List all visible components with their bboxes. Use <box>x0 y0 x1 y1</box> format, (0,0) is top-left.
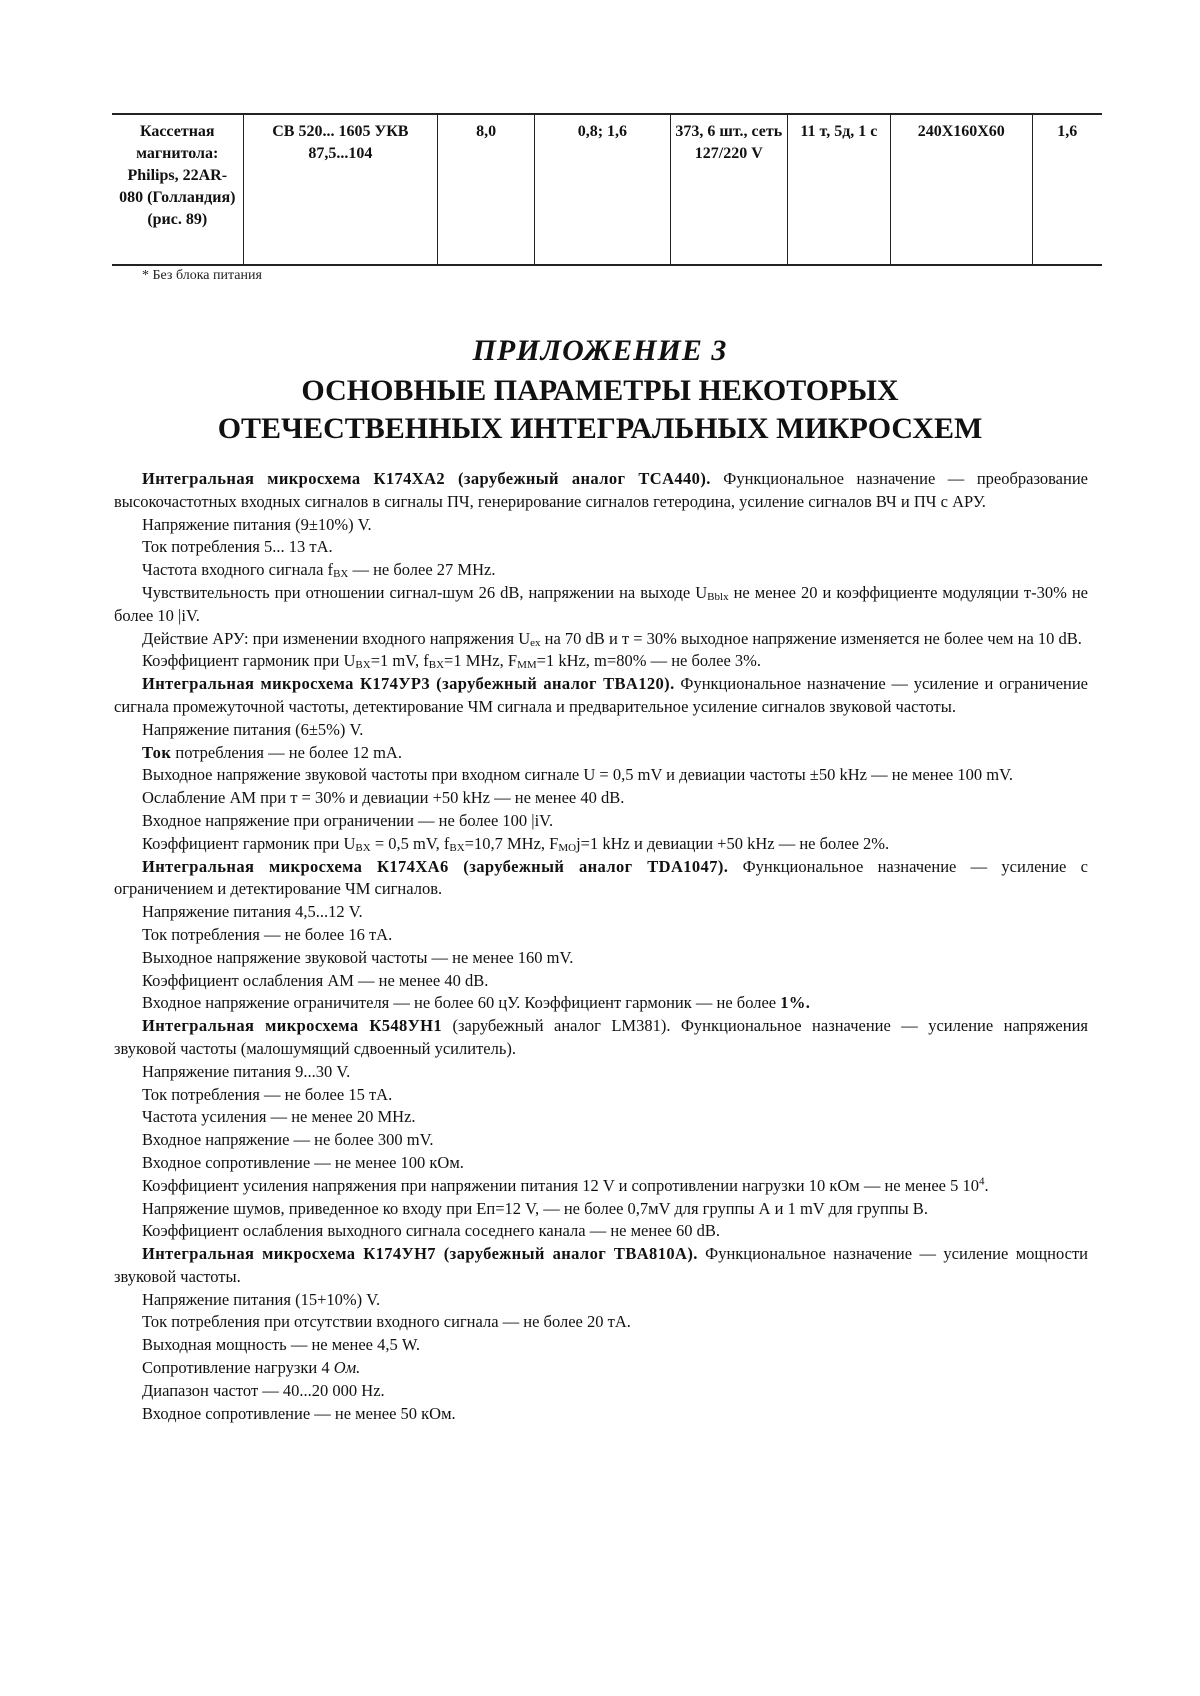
param-line: Входное напряжение при ограничении — не более 100 |iV. <box>142 810 554 830</box>
param-line: Ток потребления — не более 16 тА. <box>142 924 393 944</box>
param-line: Напряжение питания 4,5...12 V. <box>142 902 363 922</box>
param-line: Коэффициент усиления напряжения при напряжении питания 12 V и сопротивлении нагрузки 10 кОм — не менее 5 $10^4$. <box>142 1175 989 1195</box>
param-line: Ток потребления 5... 13 тА. <box>142 537 333 557</box>
section-intro: Интегральная микросхема К548УН1 (зарубежный аналог LM381). Функциональное назначение — усиление напряжения звуковой частоты (малошумящий сдвоенный усилитель). <box>114 1016 1088 1058</box>
section-heading: Интегральная микросхема К174УН7 (зарубежный аналог TBA810A). <box>142 1244 698 1264</box>
table-cell-bands: СВ 520... 1605 УКВ 87,5...104 <box>243 114 438 265</box>
param-line: Коэффициент ослабления выходного сигнала соседнего канала — не менее 60 dB. <box>142 1221 720 1241</box>
param-line: Выходное напряжение звуковой частоты — не менее 160 mV. <box>142 947 574 967</box>
param-line: Частота усиления — не менее 20 MHz. <box>142 1107 416 1127</box>
section-heading: Интегральная микросхема К174УР3 (зарубежный аналог TBA120). <box>142 674 675 694</box>
param-line: Сопротивление нагрузки 4 Ом. <box>142 1358 361 1378</box>
param-line: Напряжение питания 9...30 V. <box>142 1061 351 1081</box>
table-footnote: * Без блока питания <box>142 268 262 283</box>
param-line: Выходное напряжение звуковой частоты при входном сигнале U = 0,5 mV и девиации частоты ±50 kHz — не менее 100 mV. <box>142 765 1013 785</box>
param-line: Действие АРУ: при изменении входного напряжения $U_{ex}$ на 70 dB и т = 30% выходное напряжение изменяется не более чем на 10 dB. <box>142 628 1082 649</box>
table-cell-supply: 373, 6 шт., сеть 127/220 V <box>670 114 787 265</box>
param-line: Выходная мощность — не менее 4,5 W. <box>142 1335 421 1355</box>
param-line: Напряжение питания (6±5%) V. <box>142 719 364 739</box>
param-line: Входное напряжение ограничителя — не более 60 цУ. Коэффициент гармоник — не более 1%. <box>142 993 811 1013</box>
section-heading: Интегральная микросхема К548УН1 <box>142 1016 443 1036</box>
param-line: Коэффициент ослабления AM — не менее 40 dB. <box>142 970 489 990</box>
table-cell-components: 11 т, 5д, 1 с <box>787 114 890 265</box>
table-cell-mass: 1,6 <box>1032 114 1102 265</box>
section-intro: Интегральная микросхема К174ХА6 (зарубежный аналог TDA1047). Функциональное назначение — усиление с ограничением и детектирование ЧМ сигналов. <box>114 856 1088 899</box>
section-heading: Интегральная микросхема К174ХА2 (зарубежный аналог TCA440). <box>142 469 711 488</box>
param-line: Напряжение шумов, приведенное ко входу при Еп=12 V, — не более 0,7мV для группы А и 1 mV для группы В. <box>142 1198 928 1218</box>
param-line: Напряжение питания (15+10%) V. <box>142 1289 381 1309</box>
table-cell-power: 0,8; 1,6 <box>535 114 671 265</box>
table-row <box>112 114 1102 265</box>
body-text <box>114 468 1088 1425</box>
param-line: Ток потребления — не более 15 тА. <box>142 1084 393 1104</box>
param-line: Ток потребления — не более 12 mA. <box>142 742 402 762</box>
param-line: Коэффициент гармоник при $U_{BX} = 0,5$ mV, $f_{BX}=10,7$ MHz, $F_{MO}j=1$ kHz и девиации +50 kHz — не более 2%. <box>142 833 890 854</box>
section-intro: Интегральная микросхема К174ХА2 (зарубежный аналог TCA440). Функциональное назначение — преобразование высокочастотных входных сигналов в сигналы ПЧ, генерирование сигналов гетеродина, усиление сигналов ВЧ и ПЧ с АРУ. <box>114 469 1088 511</box>
table-cell-device: Кассетная магнитола: Philips, 22AR-080 (Голландия) (рис. 89) <box>112 114 243 265</box>
param-line: Ослабление AM при т = 30% и девиации +50 kHz — не менее 40 dB. <box>142 788 625 808</box>
param-line: Диапазон частот — 40...20 000 Hz. <box>142 1380 385 1400</box>
section-intro: Интегральная микросхема К174УН7 (зарубежный аналог TBA810A). Функциональное назначение — усиление мощности звуковой частоты. <box>114 1244 1088 1286</box>
param-line: Входное сопротивление — не менее 100 кОм. <box>142 1152 464 1172</box>
table-cell-sensitivity: 8,0 <box>438 114 535 265</box>
param-line: Чувствительность при отношении сигнал-шум 26 dB, напряжении на выходе $U_{Bblx}$ не менее 20 и коэффициенте модуляции т-30% не более 10 |iV. <box>114 582 1089 625</box>
section-intro: Интегральная микросхема К174УР3 (зарубежный аналог TBA120). Функциональное назначение — усиление и ограничение сигнала промежуточной частоты, детектирование ЧМ сигнала и предварительное усиление сигналов звуковой частоты. <box>114 674 1089 716</box>
spec-table <box>112 113 1102 266</box>
param-line: Напряжение питания (9±10%) V. <box>142 514 372 534</box>
param-line: Входное сопротивление — не менее 50 кОм. <box>142 1403 456 1423</box>
param-line: Частота входного сигнала $f_{BX}$ — не более 27 MHz. <box>142 560 496 581</box>
param-line: Входное напряжение — не более 300 mV. <box>142 1130 434 1150</box>
section-heading: Интегральная микросхема К174ХА6 (зарубежный аналог TDA1047). <box>142 856 729 876</box>
param-line: Ток потребления при отсутствии входного сигнала — не более 20 тА. <box>142 1312 631 1332</box>
appendix-title: ПРИЛОЖЕНИЕ 3 <box>472 334 728 367</box>
page-title <box>0 372 1200 448</box>
param-line: Коэффициент гармоник при $U_{BX}=1$ mV, $f_{BX}=1$ MHz, $F_{MM}=1$ kHz, m=80% — не более 3%. <box>142 651 762 672</box>
page-title-line2: ОТЕЧЕСТВЕННЫХ ИНТЕГРАЛЬНЫХ МИКРОСХЕМ <box>217 412 983 445</box>
page-title-line1: ОСНОВНЫЕ ПАРАМЕТРЫ НЕКОТОРЫХ <box>301 374 899 407</box>
table-cell-dimensions: 240Х160Х60 <box>890 114 1032 265</box>
